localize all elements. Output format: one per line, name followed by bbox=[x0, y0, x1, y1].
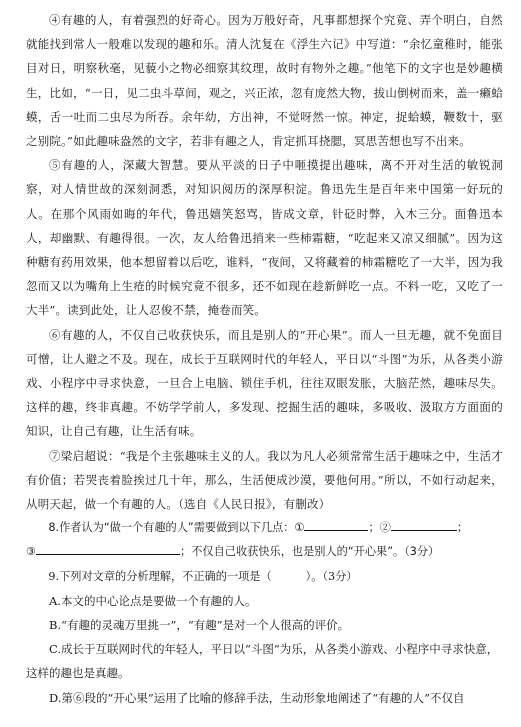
question-9 bbox=[26, 565, 503, 589]
question-8-end2: ； bbox=[456, 521, 469, 535]
option-b[interactable]: B.“有趣的灵魂万里挑一”，“有趣”是对一个人很高的评价。 bbox=[49, 618, 350, 633]
passage-paragraph-5: ⑤有趣的人，深藏大智慧。要从平淡的日子中咂摸提出趣味，离不开对生活的敏锐洞察，对人情世故的深刻洞悉，对知识阅历的深厚积淀。鲁迅先生是百年来中国第一好玩的人。在那个风雨如晦的年代，鲁迅嬉笑怒骂，皆成文章，针砭时弊，入木三分。面鲁迅本人，却幽默、有趣得很。一次，友人给鲁迅捎来一些柿霜糖，“吃起来又凉又细腻”。因为这种糖有药用效果，他本想留着以后吃，谁料，“夜间，又将藏着的柿霜糖吃了一大半，因为我忽而又以为嘴角上生疮的时候究竟不很多，还不如现在趁新鲜吃一点。不料一吃，又吃了一大半”。读到此处，让人忍俊不禁，掩卷而笑。 bbox=[26, 158, 503, 318]
question-9-stem: 9.下列对文章的分析理解，不正确的一项是（ bbox=[48, 569, 272, 583]
question-8-sep2: ；② bbox=[368, 521, 391, 535]
passage-paragraph-7: ⑦梁启超说：“我是个主张趣味主义的人。我以为凡人必须常常生活于趣味之中，生活才有价值；若哭丧着脸挨过几十年，那么，生活便成沙漠，要他何用。”所以，不如行动起来，从明天起，做一个有趣的人。（选自《人民日报》，有删改） bbox=[26, 448, 503, 512]
question-8-line-2 bbox=[26, 540, 503, 564]
question-8 bbox=[26, 516, 503, 540]
answer-blank-1[interactable] bbox=[304, 518, 368, 531]
question-8-prefix: 8.作者认为“做一个有趣的人”需要做到以下几点：① bbox=[48, 521, 305, 535]
question-9-stem-end: ）。（3分） bbox=[305, 569, 358, 583]
answer-blank-3[interactable] bbox=[36, 542, 180, 555]
question-8-num3: ③ bbox=[26, 545, 37, 559]
passage-paragraph-4: ④有趣的人，有着强烈的好奇心。因为万般好奇，凡事都想探个究竟、弄个明白，自然就能找到常人一般难以发现的趣和乐。清人沈复在《浮生六记》中写道：“余忆童稚时，能张目对日，明察秋毫，见藐小之物必细察其纹理，故时有物外之趣。”他笔下的文字也是妙趣横生，比如，“一日，见二虫斗草间，观之，兴正浓，忽有庞然大物，拔山倒树而来，盖一癞蛤蟆，舌一吐而二虫尽为所吞。余年幼，方出神，不觉呀然一惊。神定，捉蛤蟆，鞭数十，驱之别院。”如此趣味盎然的文字，若非有趣之人，肯定抓耳挠腮，冥思苦想也写不出来。 bbox=[26, 13, 503, 149]
option-c[interactable]: C.成长于互联网时代的年轻人，平日以“斗图”为乐，从各类小游戏、小程序中寻求快意，这样的趣也是真趣。 bbox=[26, 642, 499, 681]
passage-paragraph-6: ⑥有趣的人，不仅自己收获快乐，而且是别人的“开心果”。而人一旦无趣，就不免面目可憎，让人避之不及。现在，成长于互联网时代的年轻人，平日以“斗图”为乐，从各类小游戏、小程序中寻求快意，一旦合上电脑、锁住手机，往往双眼发胀，大脑茫然，趣味尽失。这样的趣，终非真趣。不妨学学前人，多发现、挖掘生活的趣味，多吸收、汲取方方面面的知识，让自己有趣，让生活有味。 bbox=[26, 327, 503, 439]
answer-blank-2[interactable] bbox=[391, 518, 457, 531]
question-8-tail: ；不仅自己收获快乐，也是别人的“开心果”。（3分） bbox=[180, 545, 440, 559]
option-d[interactable]: D.第⑥段的“开心果”运用了比喻的修辞手法，生动形象地阐述了“有趣的人”不仅自 bbox=[49, 690, 465, 705]
option-a[interactable]: A.本文的中心论点是要做一个有趣的人。 bbox=[49, 593, 257, 608]
